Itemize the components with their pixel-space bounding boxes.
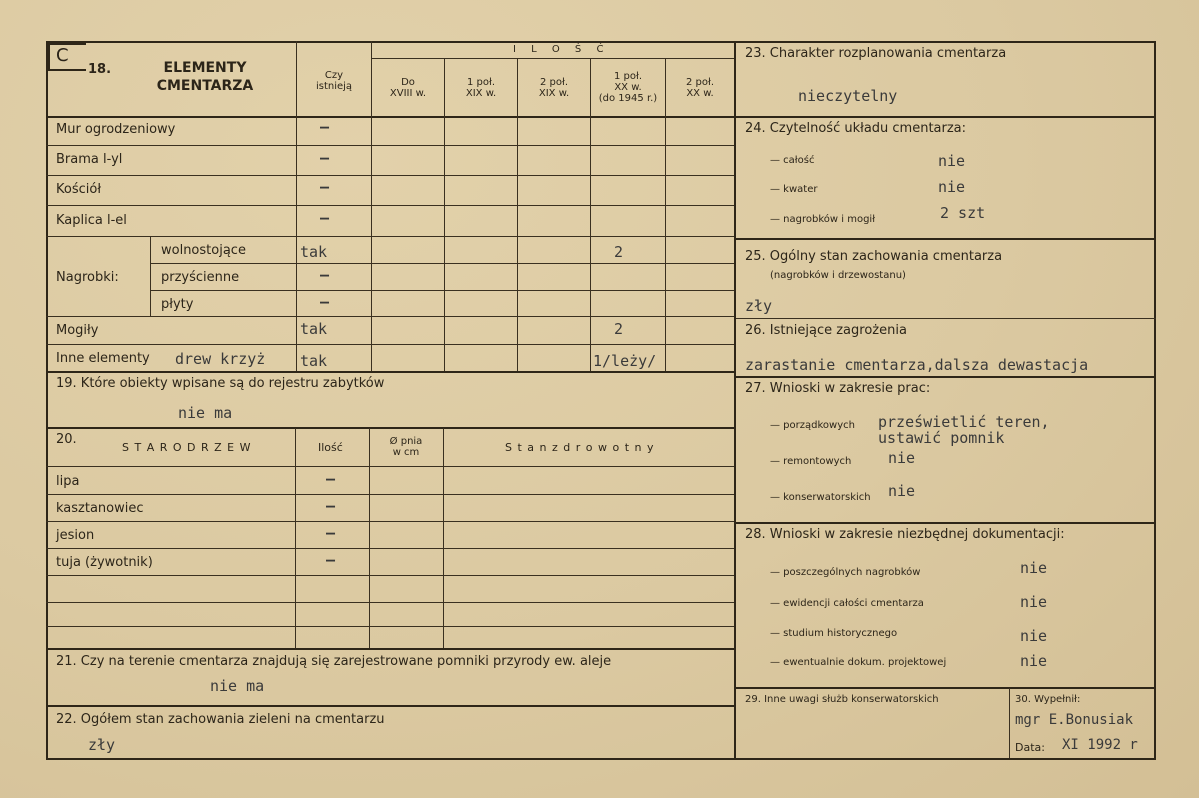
- s24-label: 24. Czytelność układu cmentarza:: [745, 121, 967, 136]
- nagrobki-plyty-exists: –: [320, 293, 330, 311]
- s18-title-line2: CMENTARZA: [156, 78, 254, 94]
- row-mur-label: Mur ogrodzeniowy: [56, 122, 176, 137]
- s27-answer-porzadkowych-2: ustawić pomnik: [878, 429, 1005, 447]
- tree-kasztanowiec-count: —: [326, 497, 336, 515]
- s18-col-exists: Czy istnieją: [315, 70, 353, 92]
- s28-item-4: — ewentualnie dokum. projektowej: [770, 657, 947, 668]
- s20-col-line-1: [295, 428, 296, 648]
- s27-bottom: [736, 522, 1156, 524]
- s24-answer-kwater: nie: [938, 178, 966, 196]
- s26-bottom: [736, 376, 1156, 378]
- s27-label: 27. Wnioski w zakresie prac:: [745, 381, 931, 396]
- mogily-label: Mogiły: [56, 323, 99, 338]
- s18-bottom: [46, 371, 734, 373]
- frame-bottom-left: [46, 758, 736, 760]
- s25-bottom: [736, 318, 1156, 319]
- nagrobki-wolnostojace-label: wolnostojące: [161, 243, 246, 258]
- row-mur-exists: –: [320, 118, 330, 136]
- s28-item-1: — poszczególnych nagrobków: [770, 567, 921, 578]
- frame-right: [1154, 41, 1156, 759]
- s24-bottom: [736, 238, 1156, 240]
- s29-label: 29. Inne uwagi służb konserwatorskich: [745, 694, 939, 705]
- row-kosciol-label: Kościół: [56, 182, 102, 197]
- row-brama-exists: –: [320, 149, 330, 167]
- s25-sub: (nagrobków i drzewostanu): [770, 270, 906, 281]
- s23-bottom: [736, 116, 1156, 118]
- row-line: [150, 290, 734, 291]
- s18-col-line-6: [665, 58, 666, 371]
- nagrobki-plyty-label: płyty: [161, 297, 194, 312]
- nagrobki-przyscienne-exists: –: [320, 266, 330, 284]
- tree-line: [46, 575, 734, 576]
- tree-line: [46, 602, 734, 603]
- s30-name: mgr E.Bonusiak: [1015, 712, 1134, 728]
- s21-bottom: [46, 705, 734, 707]
- frame-left: [46, 41, 48, 759]
- corner-letter: C: [48, 43, 86, 71]
- tree-kasztanowiec: kasztanowiec: [56, 501, 144, 516]
- s28-answer-4: nie: [1020, 652, 1048, 670]
- s26-answer: zarastanie cmentarza,dalsza dewastacja: [745, 356, 1089, 374]
- ilosc-underline: [372, 58, 734, 59]
- tree-lipa-count: —: [326, 470, 336, 488]
- inne-exists: tak: [300, 352, 328, 370]
- s18-col-line-1: [296, 41, 297, 371]
- tree-jesion: jesion: [56, 528, 95, 543]
- row-line: [46, 344, 734, 345]
- nagrobki-divider: [150, 236, 151, 316]
- s29-s30-divider: [1009, 688, 1010, 758]
- s18-header-bottom: [46, 116, 734, 118]
- row-line: [46, 175, 734, 176]
- s26-label: 26. Istniejące zagrożenia: [745, 323, 907, 338]
- nagrobki-wolnostojace-value: 2: [614, 243, 624, 261]
- frame-middle: [734, 41, 736, 759]
- tree-line: [46, 521, 734, 522]
- s18-col-period-4: 1 poł. XX w. (do 1945 r.): [598, 71, 658, 104]
- s20-header-bottom: [46, 466, 734, 467]
- s18-number: 18.: [88, 62, 112, 77]
- inne-value: 1/leży/: [593, 352, 657, 370]
- s19-bottom: [46, 427, 734, 429]
- s20-col-line-3: [443, 428, 444, 648]
- s18-col-period-3: 2 poł. XIX w.: [538, 77, 570, 99]
- inne-typed: drew krzyż: [175, 350, 266, 368]
- tree-tuja: tuja (żywotnik): [56, 555, 153, 570]
- s30-date-label: Data:: [1015, 741, 1045, 754]
- row-kaplica-exists: –: [320, 209, 330, 227]
- s28-item-3: — studium historycznego: [770, 628, 898, 639]
- nagrobki-przyscienne-label: przyścienne: [161, 270, 240, 285]
- s24-item-kwater: — kwater: [770, 184, 818, 195]
- s30-date: XI 1992 r: [1062, 737, 1138, 753]
- row-kosciol-exists: –: [320, 178, 330, 196]
- mogily-value: 2: [614, 320, 624, 338]
- row-line: [46, 145, 734, 146]
- s27-item-porzadkowych: — porządkowych: [770, 420, 855, 431]
- s23-answer: nieczytelny: [798, 87, 898, 105]
- nagrobki-wolnostojace-exists: tak: [300, 243, 328, 261]
- s28-answer-3: nie: [1020, 627, 1048, 645]
- s28-answer-1: nie: [1020, 559, 1048, 577]
- s20-number: 20.: [56, 432, 77, 447]
- tree-tuja-count: —: [326, 551, 336, 569]
- s25-label: 25. Ogólny stan zachowania cmentarza: [745, 249, 1003, 264]
- s28-label: 28. Wnioski w zakresie niezbędnej dokumentacji:: [745, 527, 1065, 542]
- s21-label: 21. Czy na terenie cmentarza znajdują się zarejestrowane pomniki przyrody ew. aleje: [56, 654, 612, 669]
- row-line: [46, 316, 734, 317]
- row-line: [46, 236, 734, 237]
- s20-col-ilosc: Ilość: [318, 441, 343, 454]
- s18-col-line-2: [371, 41, 372, 371]
- tree-jesion-count: —: [326, 524, 336, 542]
- s20-col-pnia: Ø pnia w cm: [389, 436, 423, 458]
- s20-bottom: [46, 648, 734, 650]
- s27-answer-porzadkowych-1: prześwietlić teren,: [878, 413, 1050, 431]
- tree-line: [46, 548, 734, 549]
- s27-item-konserwatorskich: — konserwatorskich: [770, 492, 871, 503]
- row-line: [46, 205, 734, 206]
- s22-label: 22. Ogółem stan zachowania zieleni na cmentarzu: [56, 712, 385, 727]
- s19-answer: nie ma: [178, 404, 233, 422]
- s23-label: 23. Charakter rozplanowania cmentarza: [745, 46, 1007, 61]
- row-kaplica-label: Kaplica l-el: [56, 213, 127, 228]
- tree-line: [46, 626, 734, 627]
- s18-col-period-1: Do XVIII w.: [389, 77, 427, 99]
- s18-ilosc-header: I L O Ś Ć: [513, 44, 610, 55]
- s28-bottom: [736, 687, 1156, 689]
- row-brama-label: Brama l-yl: [56, 152, 123, 167]
- s18-col-line-3: [444, 58, 445, 371]
- s27-answer-remontowych: nie: [888, 449, 916, 467]
- s20-title: S T A R O D R Z E W: [122, 441, 252, 454]
- s24-answer-calosc: nie: [938, 152, 966, 170]
- inne-label: Inne elementy: [56, 351, 150, 366]
- frame-bottom-right: [736, 758, 1156, 760]
- row-line: [150, 263, 734, 264]
- s20-col-line-2: [369, 428, 370, 648]
- mogily-exists: tak: [300, 320, 328, 338]
- s18-title-line1: ELEMENTY: [163, 60, 247, 76]
- s24-item-calosc: — całość: [770, 155, 815, 166]
- s21-answer: nie ma: [210, 677, 265, 695]
- s24-answer-nagrobkow: 2 szt: [940, 204, 986, 222]
- s20-col-stan: S t a n z d r o w o t n y: [505, 441, 655, 454]
- tree-lipa: lipa: [56, 474, 80, 489]
- s28-answer-2: nie: [1020, 593, 1048, 611]
- s27-item-remontowych: — remontowych: [770, 456, 852, 467]
- tree-line: [46, 494, 734, 495]
- s18-col-period-2: 1 poł. XIX w.: [465, 77, 497, 99]
- s22-answer: zły: [88, 736, 116, 754]
- s18-col-line-5: [590, 58, 591, 371]
- s18-col-line-4: [517, 58, 518, 371]
- s19-label: 19. Które obiekty wpisane są do rejestru zabytków: [56, 376, 385, 391]
- s28-item-2: — ewidencji całości cmentarza: [770, 598, 924, 609]
- s30-label: 30. Wypełnił:: [1015, 694, 1081, 705]
- s25-answer: zły: [745, 297, 773, 315]
- nagrobki-label: Nagrobki:: [56, 270, 119, 285]
- frame-top: [46, 41, 1156, 43]
- s18-col-period-5: 2 poł. XX w.: [685, 77, 715, 99]
- s24-item-nagrobkow: — nagrobków i mogił: [770, 214, 876, 225]
- s27-answer-konserwatorskich: nie: [888, 482, 916, 500]
